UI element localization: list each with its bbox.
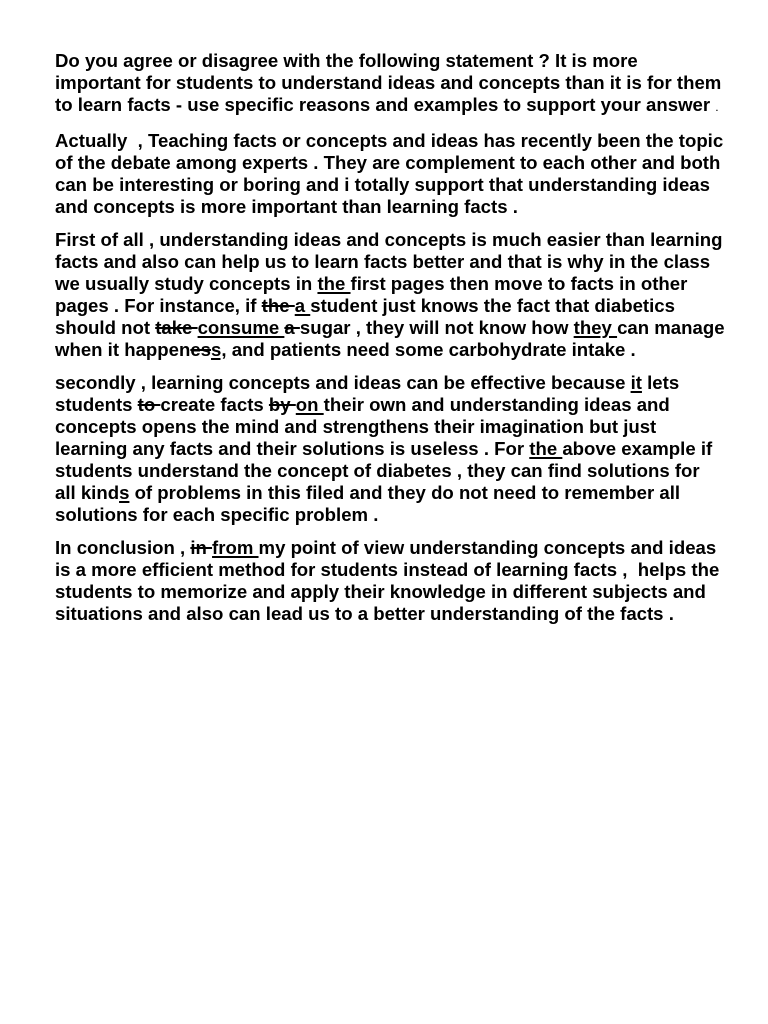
inserted-correction: a — [294, 295, 311, 317]
text-run: create facts — [160, 394, 269, 416]
deleted-correction: by — [268, 394, 296, 416]
text-run: of problems in this filed and they do not need to remember all solutions for each specific problem . — [55, 481, 686, 525]
inserted-correction: s — [119, 481, 130, 503]
inserted-correction: , — [234, 295, 240, 317]
inserted-correction: from — [212, 537, 259, 559]
inserted-correction: consume — [197, 316, 285, 338]
text-run: lets students — [55, 372, 685, 416]
essay-body — [55, 50, 730, 636]
paragraph-intro — [55, 130, 729, 218]
text-run: my point of view understanding concepts and ideas is a more efficient method for students instead of learning facts , helps the students to memorize and apply their knowledge in different subjects and situations and also can lead us to a better understanding of the facts . — [55, 537, 725, 624]
text-run: above example if students understand the concept of diabetes , they can find solutions for all kind — [55, 438, 718, 503]
text-run: secondly , learning concepts and ideas can be effective because — [55, 372, 631, 394]
text-run: First of all , understanding ideas and concepts is much easier than learning facts and also can help us to learn facts better and that is why in the class we usually study concepts in — [55, 229, 728, 295]
essay-prompt — [55, 50, 725, 119]
inserted-correction: on — [295, 394, 324, 416]
prompt-text: Do you agree or disagree with the following statement ? It is more important for students to understand ideas and concepts than it is for them to learn facts - use specific reasons and examples to support your answer — [55, 50, 727, 115]
deleted-correction: to — [137, 394, 161, 416]
paragraph-first-reason — [55, 229, 730, 360]
paragraph-second-reason — [55, 372, 725, 525]
prompt-period: . — [715, 99, 719, 114]
deleted-correction: a — [284, 316, 300, 338]
inserted-correction: it — [630, 372, 642, 394]
text-run: can manage when it happen — [55, 316, 730, 360]
text-run: student just knows the fact that diabetics should not — [55, 295, 681, 338]
intro-text: Actually , Teaching facts or concepts and ideas has recently been the topic of the debate among experts . They are complement to each other and both can be interesting or boring and i totally support that understanding ideas and concepts is more important than learning facts . — [55, 130, 729, 217]
inserted-correction: they — [573, 316, 618, 338]
text-run: and patients need some carbohydrate intake . — [226, 338, 636, 360]
text-run: first pages then move to facts in other pages . For instance — [55, 273, 693, 317]
deleted-correction: the — [261, 295, 295, 317]
text-run: In conclusion , — [55, 537, 191, 559]
inserted-correction: the — [317, 273, 351, 295]
inserted-correction: s, — [211, 338, 227, 360]
text-run: if — [239, 295, 262, 317]
deleted-correction: es — [190, 338, 212, 360]
deleted-correction: in — [190, 537, 213, 559]
deleted-correction: take — [155, 316, 198, 338]
paragraph-conclusion — [55, 537, 725, 625]
text-run: their own and understanding ideas and concepts opens the mind and strengthens their imagination but just learning any facts and their solutions is useless . For — [55, 394, 675, 459]
text-run: sugar , they will not know how — [299, 316, 574, 338]
inserted-correction: the — [529, 438, 563, 459]
